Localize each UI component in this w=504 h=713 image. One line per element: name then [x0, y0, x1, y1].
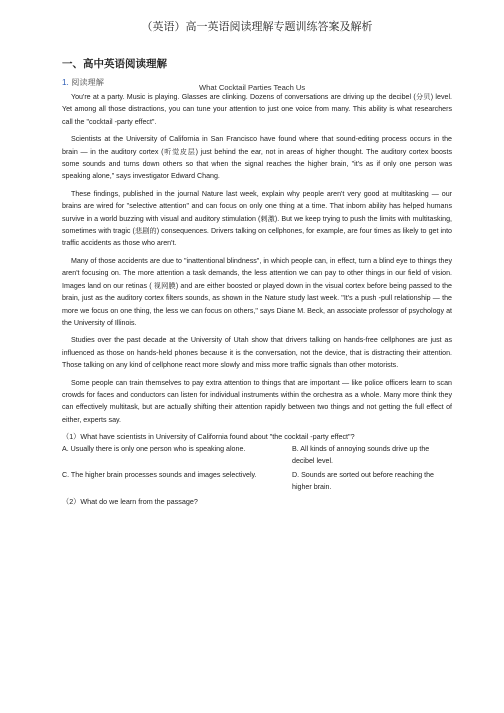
option-a[interactable]: A. Usually there is only one person who is speaking alone.: [62, 445, 246, 454]
question-number: 1.: [62, 78, 69, 87]
question-block: [62, 431, 452, 507]
paragraph: Some people can train themselves to pay extra attention to things that are important — like police officers learn to scan crowds for faces and conductors can listen for individual instruments within the orchestra as a whole. Many more think they can effectively multitask, but are actually shifting their attention rapidly between two things and not getting the full effect of either, experts say.: [62, 378, 452, 424]
passage-title: What Cocktail Parties Teach Us: [199, 83, 306, 92]
paragraph: You're at a party. Music is playing. Glasses are clinking. Dozens of conversations are driving up the decibel (分贝) level. Yet among all those distractions, you can tune your attention to just one voice from many. This ability is what researchers call the "cocktail -party effect".: [62, 93, 452, 126]
paragraph: These findings, published in the journal Nature last week, explain why people aren't very good at multitasking — our brains are wired for "selective attention" and can focus on only one thing at a time. That inborn ability has helped humans survive in a world buzzing with visual and auditory stimulation (刺激). But we keep trying to push the limits with multitasking, sometimes with tragic (悲剧的) consequences. Drivers talking on cellphones, for example, are four times as likely to get into traffic accidents as those who aren't.: [62, 189, 452, 248]
option-d[interactable]: D. Sounds are sorted out before reaching the higher brain.: [292, 471, 434, 491]
paragraph: Scientists at the University of California in San Francisco have found where that sound-editing process occurs in the brain — in the auditory cortex (听觉皮层) just behind the ear, not in areas of higher thought. The auditory cortex boosts some sounds and turns down others so that when the signal reaches the higher brain, "it's as if only one person was speaking alone," says investigator Edward Chang.: [62, 135, 452, 181]
option-c[interactable]: C. The higher brain processes sounds and images selectively.: [62, 471, 257, 480]
question-stem: （2）What do we learn from the passage?: [62, 497, 198, 507]
question-type: 阅读理解: [71, 77, 104, 87]
option-b[interactable]: B. All kinds of annoying sounds drive up the decibel level.: [292, 445, 430, 465]
passage-body: [62, 91, 452, 426]
option-row: [62, 444, 452, 467]
paragraph: Studies over the past decade at the University of Utah show that drivers talking on hands-free cellphones are just as influenced as those on hands-held phones because it is the conversation, not the device, that is distracting their attention. Those talking on any kind of cellphone react more slowly and miss more traffic signals than other motorists.: [62, 336, 452, 370]
section-heading: 一、高中英语阅读理解: [62, 58, 167, 70]
paragraph: Many of those accidents are due to "inattentional blindness", in which people can, in effect, turn a blind eye to things they aren't focusing on. The more attention a task demands, the less attention we can pay to other things in our field of vision. Images land on our retinas ( 视网膜) and are either boosted or played down in the visual cortex before being passed to the brain, just as the auditory cortex filters sounds, as shown in the Nature study last week. "It's a push -pull relationship — the more we focus on one thing, the less we can focus on others," says Diane M. Beck, an associate professor of psychology at the University of Illinois.: [62, 256, 452, 327]
document-title: （英语）高一英语阅读理解专题训练答案及解析: [141, 20, 373, 33]
question-stem: （1）What have scientists in University of California found about "the cocktail -party effect"?: [62, 432, 355, 442]
option-row: [62, 470, 452, 493]
question-header: [62, 77, 452, 91]
